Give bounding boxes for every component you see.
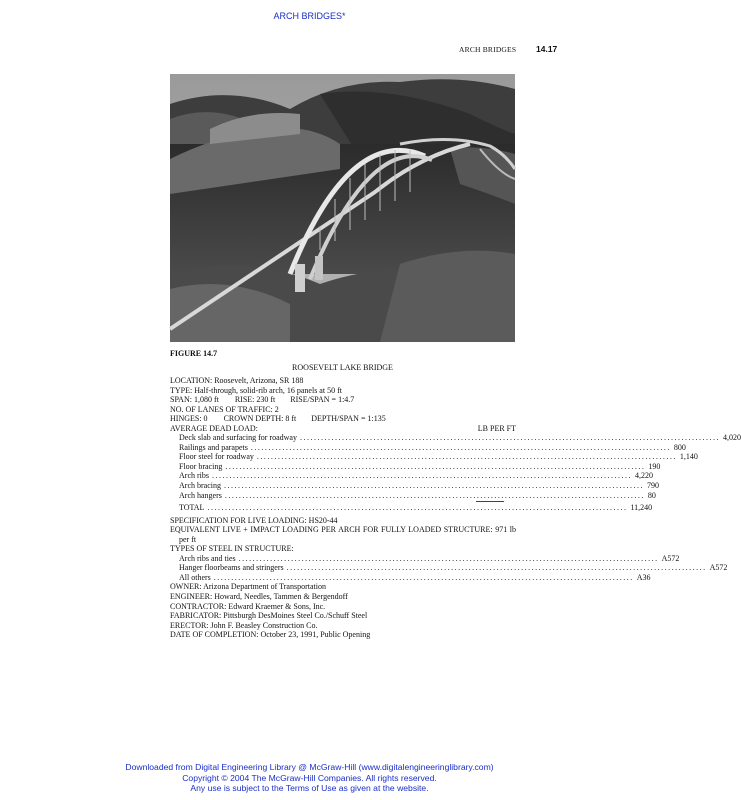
dead-load-row: Arch hangers ........................................................................................................................ 80 [179,490,656,500]
bridge-photograph [170,74,515,342]
dead-load-row: Arch bracing ........................................................................................................................ 790 [179,481,659,491]
crown-depth: CROWN DEPTH: 8 ft [223,414,297,424]
dead-load-row: Floor steel for roadway ........................................................................................................................ 1,140 [179,452,698,462]
lanes: NO. OF LANES OF TRAFFIC: 2 [170,404,279,414]
footer-copyright: Copyright © 2004 The McGraw-Hill Companies. All rights reserved. [182,772,437,783]
running-head: ARCH BRIDGES [459,45,517,54]
depth-span-ratio: DEPTH/SPAN = 1:135 [311,414,386,424]
dead-load-row: Railings and parapets ........................................................................................................................ 800 [179,442,686,452]
span: SPAN: 1,080 ft [170,395,219,405]
engineer: ENGINEER: Howard, Needles, Tammen & Bergendoff [170,592,348,602]
footer [0,762,619,794]
rise: RISE: 230 ft [234,395,276,405]
dead-load-row: Arch ribs ........................................................................................................................ 4,220 [179,471,653,481]
steel-row: Hanger floorbeams and stringers ........................................................................................................................ A572 [179,563,728,573]
bridge-photo-icon [170,74,515,342]
dead-load-row: Deck slab and surfacing for roadway ........................................................................................................................ 4,020 [179,433,741,443]
dead-load-title: AVERAGE DEAD LOAD: [170,423,258,433]
owner: OWNER: Arizona Department of Transportation [170,582,326,592]
bridge-specifications [170,376,741,640]
completion-date: DATE OF COMPLETION: October 23, 1991, Public Opening [170,630,371,640]
hinges-line [170,414,516,424]
rise-span-ratio: RISE/SPAN = 1:4.7 [290,395,355,405]
total-rule [170,500,504,503]
footer-terms[interactable]: Any use is subject to the Terms of Use as given at the website. [190,783,429,793]
steel-row: Arch ribs and ties ........................................................................................................................ A572 [179,553,680,563]
dead-load-total: TOTAL ........................................................................................................................ 11,240 [179,503,653,513]
dead-load-unit: LB PER FT [477,423,516,433]
live-loading: SPECIFICATION FOR LIVE LOADING: HS20-44 [170,515,338,525]
dead-load-header [170,424,516,434]
dead-load-list [170,433,741,513]
fabricator: FABRICATOR: Pittsburgh DesMoines Steel Co./Schuff Steel [170,611,368,621]
type: TYPE: Half-through, solid-rib arch, 16 panels at 50 ft [170,385,342,395]
steel-header: TYPES OF STEEL IN STRUCTURE: [170,544,294,554]
chapter-link[interactable]: ARCH BRIDGES* [273,11,346,21]
bridge-title: ROOSEVELT LAKE BRIDGE [292,363,393,372]
page-number: 14.17 [536,44,558,54]
erector: ERECTOR: John F. Beasley Construction Co. [170,620,318,630]
footer-download-link[interactable]: Downloaded from Digital Engineering Library @ McGraw-Hill (www.digitalengineeringlibrary.com) [125,762,494,772]
span-rise-line [170,395,516,405]
dead-load-row: Floor bracing ........................................................................................................................ 190 [179,461,661,471]
location: LOCATION: Roosevelt, Arizona, SR 188 [170,376,304,385]
equivalent-load: EQUIVALENT LIVE + IMPACT LOADING PER ARCH FOR FULLY LOADED STRUCTURE: 971 lb per ft [170,525,516,544]
steel-row: All others ........................................................................................................................ A36 [179,572,651,582]
contractor: CONTRACTOR: Edward Kraemer & Sons, Inc. [170,601,326,611]
hinges: HINGES: 0 [170,414,208,424]
figure-label: FIGURE 14.7 [170,349,218,358]
